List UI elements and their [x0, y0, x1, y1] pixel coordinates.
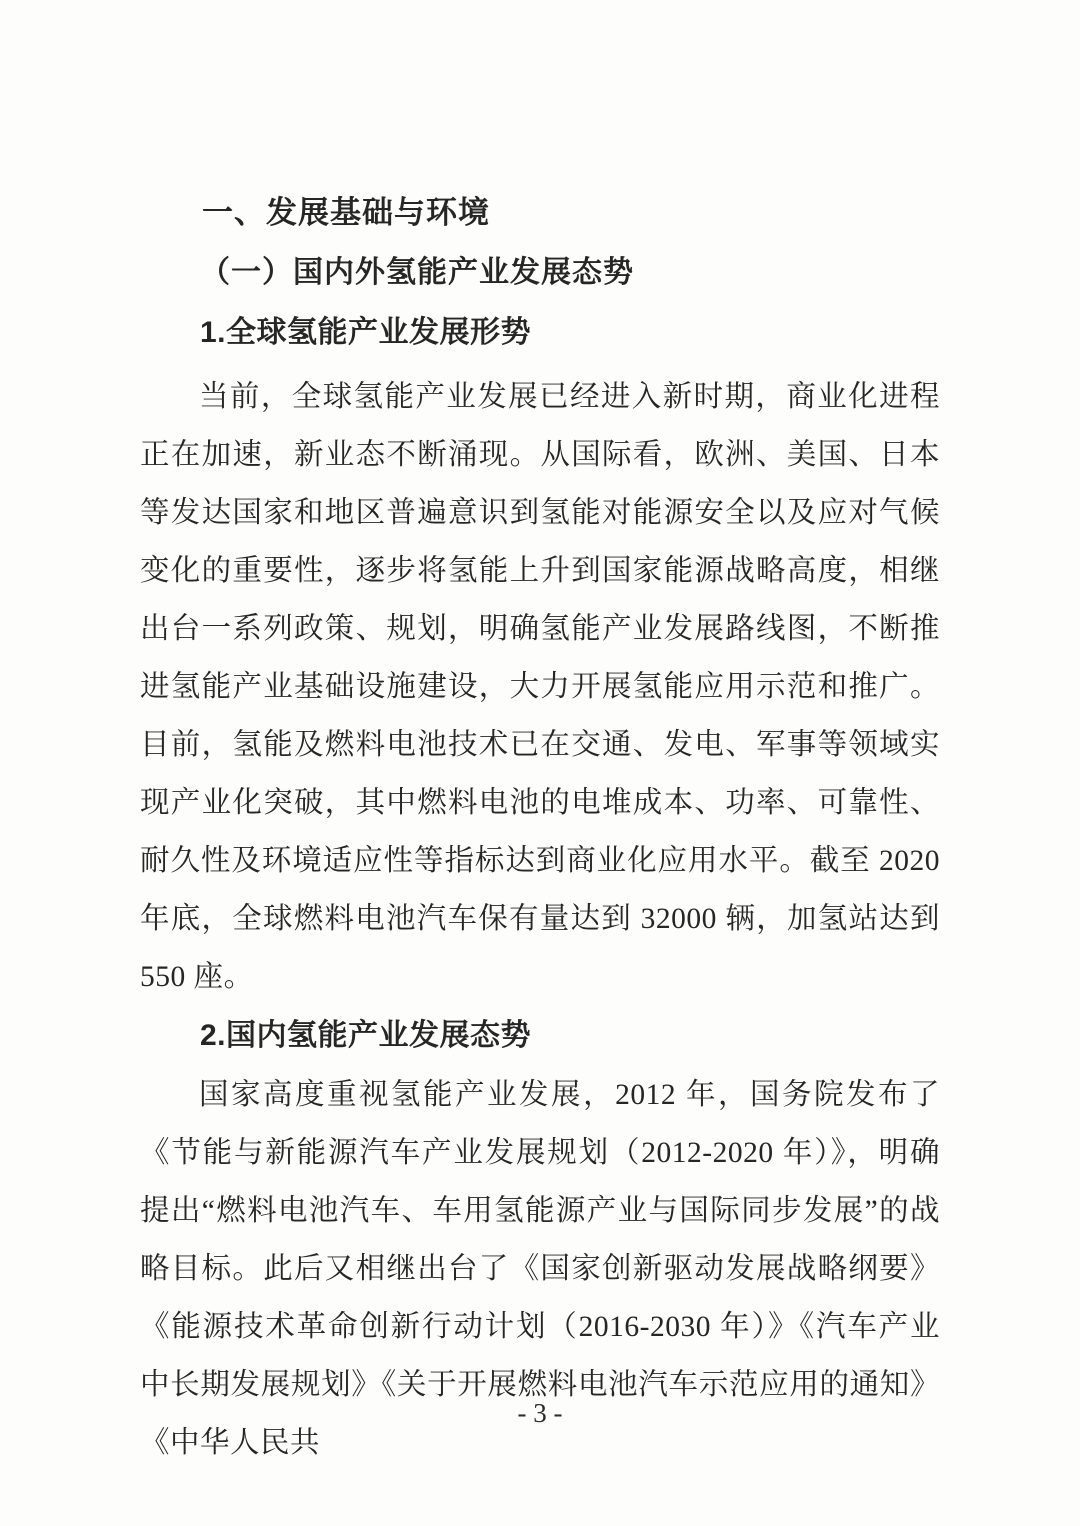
body-paragraph-global-hydrogen: 当前，全球氢能产业发展已经进入新时期，商业化进程正在加速，新业态不断涌现。从国际看，欧洲、美国、日本等发达国家和地区普遍意识到氢能对能源安全以及应对气候变化的重要性，逐步将氢能上升到国家能源战略高度，相继出台一系列政策、规划，明确氢能产业发展路线图，不断推进氢能产业基础设施建设，大力开展氢能应用示范和推广。目前，氢能及燃料电池技术已在交通、发电、军事等领域实现产业化突破，其中燃料电池的电堆成本、功率、可靠性、耐久性及环境适应性等指标达到商业化应用水平。截至 2020 年底，全球燃料电池汽车保有量达到 32000 辆，加氢站达到 550 座。: [140, 381, 940, 993]
section-heading-level1: 一、发展基础与环境: [202, 195, 490, 230]
topic-heading-global-hydrogen: 1.全球氢能产业发展形势: [200, 316, 532, 349]
page-number: - 3 -: [517, 1398, 563, 1428]
section-heading-level2: （一）国内外氢能产业发展态势: [200, 256, 634, 289]
topic-heading-domestic-hydrogen: 2.国内氢能产业发展态势: [200, 1019, 532, 1052]
body-paragraph-domestic-hydrogen: 国家高度重视氢能产业发展，2012 年，国务院发布了《节能与新能源汽车产业发展规划（2012-2020 年）》，明确提出“燃料电池汽车、车用氢能源产业与国际同步发展”的战略目标。此后又相继出台了《国家创新驱动发展战略纲要》《能源技术革命创新行动计划（2016-2030 年）》《汽车产业中长期发展规划》《关于开展燃料电池汽车示范应用的通知》《中华人民共: [140, 1079, 940, 1459]
